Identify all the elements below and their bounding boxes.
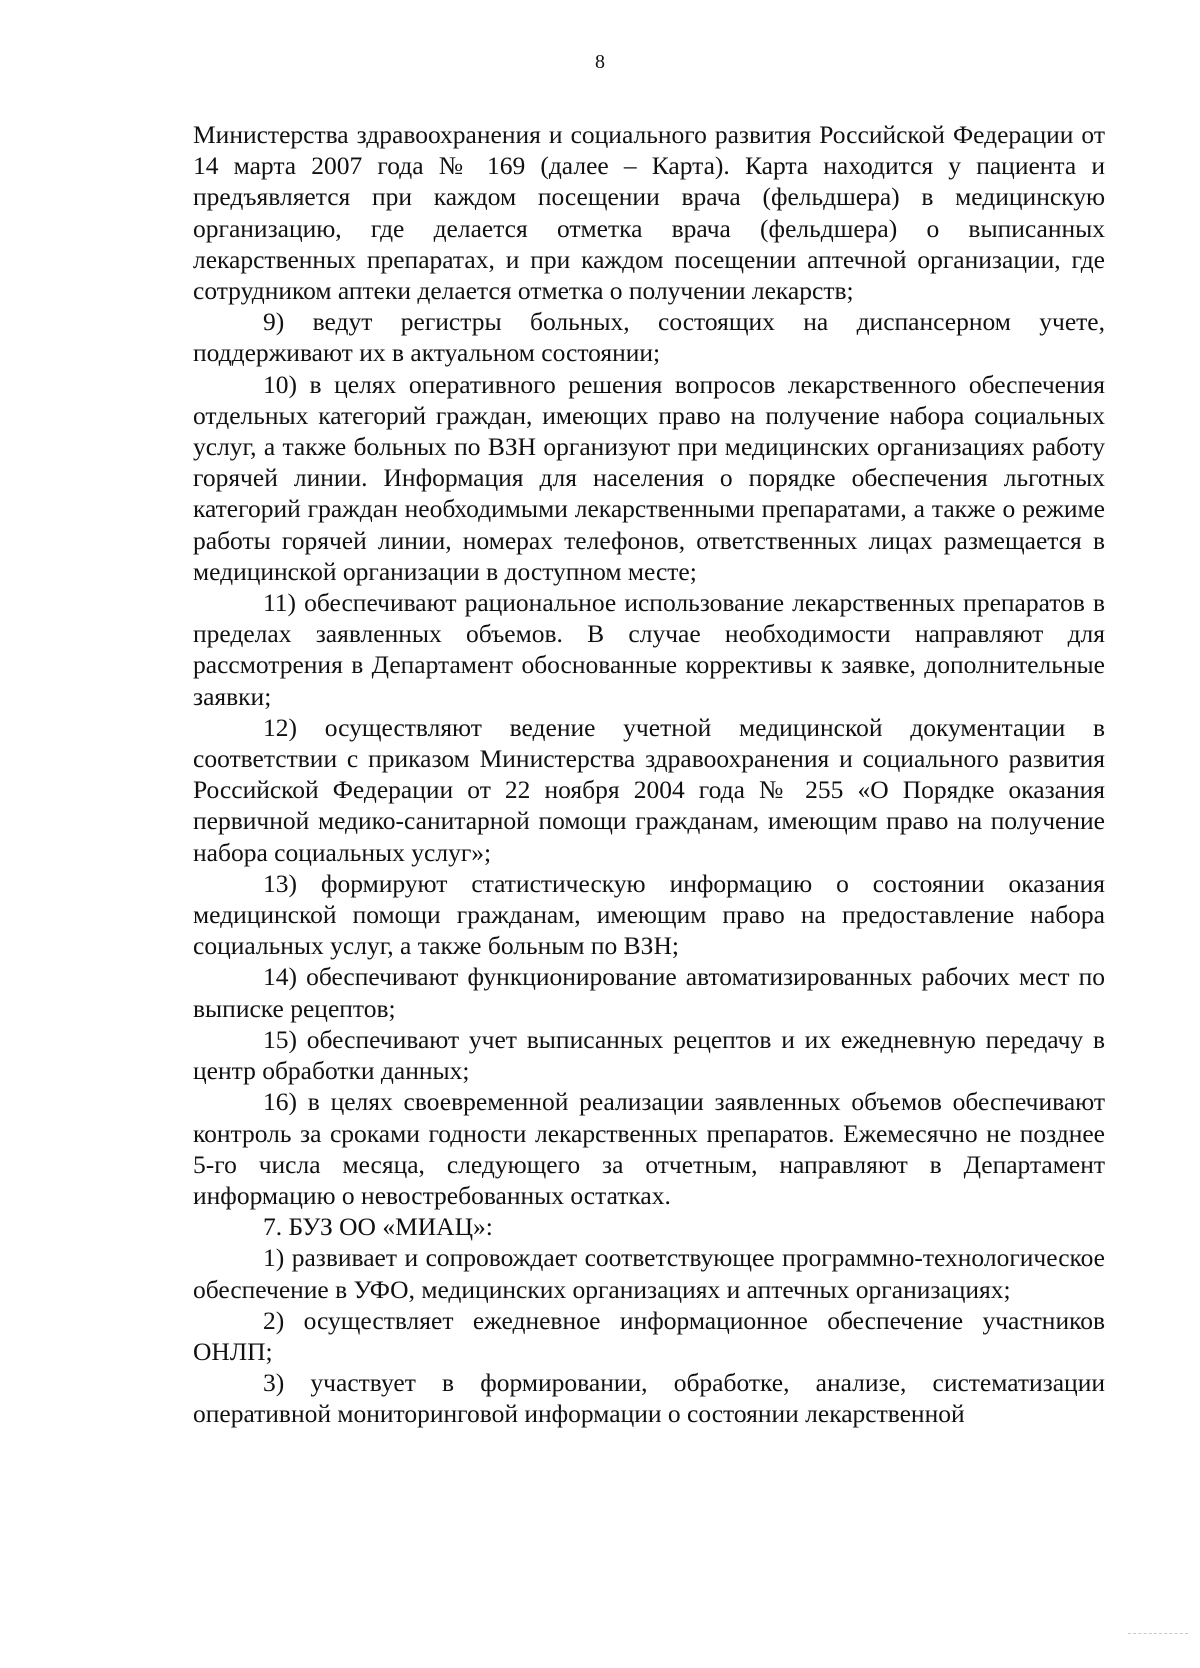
paragraph-item-9: 9) ведут регистры больных, состоящих на диспансерном учете, поддерживают их в актуальном состоянии; xyxy=(193,307,1105,368)
paragraph-miac-item-2: 2) осуществляет ежедневное информационное обеспечение участников ОНЛП; xyxy=(193,1305,1105,1366)
paragraph-item-16: 16) в целях своевременной реализации заявленных объемов обеспечивают контроль за сроками годности лекарственных препаратов. Ежемесячно не позднее 5-го числа месяца, следующего за отчетным, направляют в Департамент информацию о невостребованных остатках. xyxy=(193,1087,1105,1210)
paragraph-item-10: 10) в целях оперативного решения вопросов лекарственного обеспечения отдельных категорий граждан, имеющих право на получение набора социальных услуг, а также больных по ВЗН организуют при медицинских организациях работу горячей линии. Информация для населения о порядке обеспечения льготных категорий граждан необходимыми лекарственными препаратами, а также о режиме работы горячей линии, номерах телефонов, ответственных лицах размещается в медицинской организации в доступном месте; xyxy=(193,369,1105,586)
paragraph-miac-item-1: 1) развивает и сопровождает соответствующее программно-технологическое обеспечение в УФО, медицинских организациях и аптечных организациях; xyxy=(193,1243,1105,1304)
paragraph-item-11: 11) обеспечивают рациональное использование лекарственных препаратов в пределах заявленных объемов. В случае необходимости направляют для рассмотрения в Департамент обоснованные коррективы к заявке, дополнительные заявки; xyxy=(193,588,1105,711)
section-heading-7: 7. БУЗ ОО «МИАЦ»: xyxy=(263,1212,493,1242)
scan-artifact-mark xyxy=(1128,1633,1188,1636)
paragraph-item-12: 12) осуществляют ведение учетной медицинской документации в соответствии с приказом Министерства здравоохранения и социального развития Российской Федерации от 22 ноября 2004 года № 255 «О Порядке оказания первичной медико-санитарной помощи гражданам, имеющим право на получение набора социальных услуг»; xyxy=(193,712,1105,867)
document-body xyxy=(193,119,1105,1430)
page-number: 8 xyxy=(595,51,605,73)
paragraph-item-13: 13) формируют статистическую информацию о состоянии оказания медицинской помощи гражданам, имеющим право на предоставление набора социальных услуг, а также больным по ВЗН; xyxy=(193,868,1105,961)
paragraph-continuation: Министерства здравоохранения и социального развития Российской Федерации от 14 марта 2007 года № 169 (далее – Карта). Карта находится у пациента и предъявляется при каждом посещении врача (фельдшера) в медицинскую организацию, где делается отметка врача (фельдшера) о выписанных лекарственных препаратах, и при каждом посещении аптечной организации, где сотрудником аптеки делается отметка о получении лекарств; xyxy=(193,120,1105,306)
paragraph-item-14: 14) обеспечивают функционирование автоматизированных рабочих мест по выписке рецептов; xyxy=(193,962,1105,1023)
paragraph-miac-item-3: 3) участвует в формировании, обработке, анализе, систематизации оперативной мониторинговой информации о состоянии лекарственной xyxy=(193,1368,1105,1429)
paragraph-item-15: 15) обеспечивают учет выписанных рецептов и их ежедневную передачу в центр обработки данных; xyxy=(193,1024,1105,1086)
